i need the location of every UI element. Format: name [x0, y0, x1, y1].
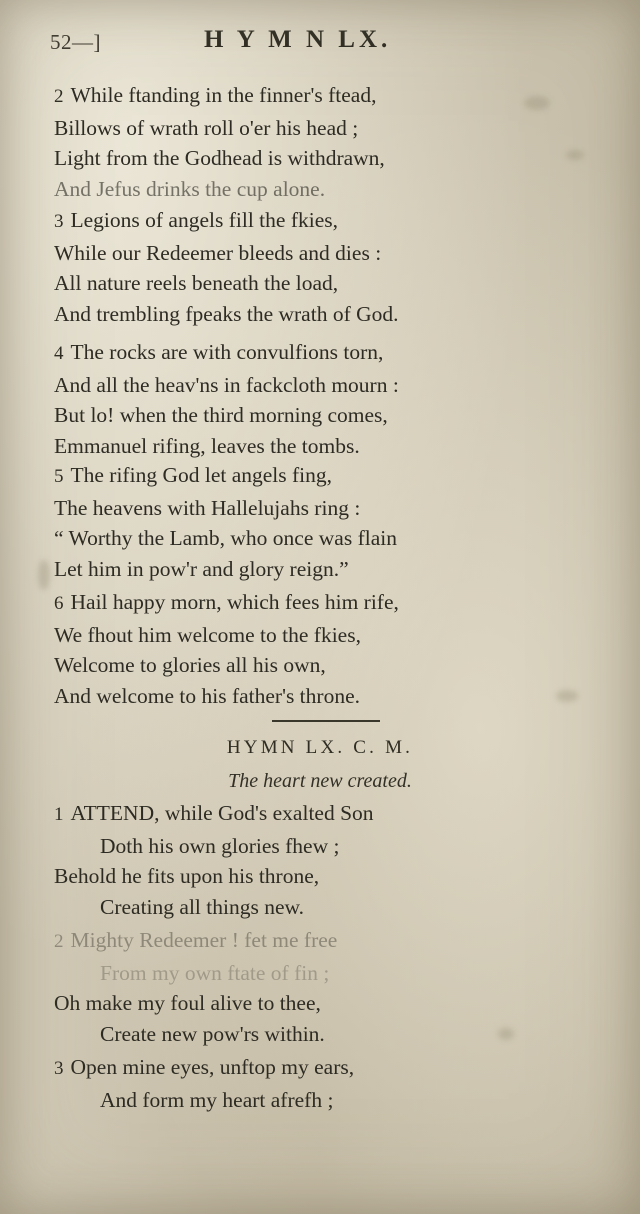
stanza-line: Oh make my foul alive to thee,: [54, 991, 321, 1015]
stanza-line: Let him in pow'r and glory reign.”: [54, 556, 349, 581]
verse-text: Hail happy morn, which fees him rife,: [70, 590, 399, 614]
stanza-line: Emmanuel rifing, leaves the tombs.: [54, 433, 360, 458]
stanza-3: [54, 205, 594, 329]
stanza-line: All nature reels beneath the load,: [54, 271, 339, 295]
stanza-line: Creating all things new.: [100, 894, 305, 919]
stanza-line: And Jefus drinks the cup alone.: [54, 176, 326, 201]
verse-text: The rocks are with convulfions torn,: [70, 340, 384, 364]
stanza-number: 4: [54, 343, 64, 364]
stanza-line: [54, 1052, 594, 1085]
verse-text: Legions of angels fill the fkies,: [70, 208, 338, 232]
verse-text: Mighty Redeemer ! fet me free: [70, 928, 338, 952]
stanza-line: [54, 798, 594, 831]
page-header: [50, 26, 594, 60]
paper-smudge: [38, 560, 50, 590]
stanza-line: And trembling fpeaks the wrath of God.: [54, 301, 399, 326]
stanza-line: [54, 587, 594, 620]
stanza-line: [54, 337, 594, 370]
stanza-number: 2: [54, 931, 64, 952]
stanza-1: [54, 798, 594, 922]
stanza-line: From my own ftate of fin ;: [100, 960, 330, 985]
stanza-number: 3: [54, 1058, 64, 1079]
stanza-line: [54, 460, 594, 493]
stanza-line: Billows of wrath roll o'er his head ;: [54, 115, 359, 140]
stanza-2b: [54, 925, 594, 1049]
stanza-line: The heavens with Hallelujahs ring :: [54, 495, 361, 520]
stanza-number: 3: [54, 211, 64, 232]
stanza-line: While our Redeemer bleeds and dies :: [54, 240, 382, 265]
running-head: H Y M N LX.: [204, 26, 392, 53]
page-number: 52—]: [50, 30, 101, 54]
stanza-number: 6: [54, 593, 64, 614]
stanza-line: We fhout him welcome to the fkies,: [54, 622, 361, 647]
verse-text: While ftanding in the finner's ftead,: [70, 83, 377, 107]
stanza-line: “ Worthy the Lamb, who once was flain: [54, 526, 397, 550]
stanza-line: Create new pow'rs within.: [100, 1021, 325, 1046]
stanza-2: [54, 80, 594, 204]
verse-text: ATTEND, while God's exalted Son: [70, 801, 374, 825]
section-divider: [272, 720, 380, 722]
hymn-subtitle: The heart new created.: [228, 770, 412, 792]
stanza-line: And all the heav'ns in fackcloth mourn :: [54, 372, 399, 397]
stanza-number: 1: [54, 804, 64, 825]
stanza-line: [54, 205, 594, 238]
stanza-line: Doth his own glories fhew ;: [100, 833, 340, 858]
stanza-line: Light from the Godhead is withdrawn,: [54, 146, 385, 170]
hymn-title: HYMN LX. C. M.: [226, 737, 414, 758]
verse-text: The rifing God let angels fing,: [70, 463, 333, 487]
stanza-line: [54, 80, 594, 113]
stanza-line: But lo! when the third morning comes,: [54, 403, 388, 427]
stanza-line: Behold he fits upon his throne,: [54, 864, 320, 888]
stanza-line: And form my heart afrefh ;: [100, 1087, 334, 1112]
stanza-line: [54, 925, 594, 958]
verse-text: Open mine eyes, unftop my ears,: [70, 1055, 355, 1079]
stanza-number: 5: [54, 466, 64, 487]
stanza-5: [54, 460, 594, 584]
stanza-6: [54, 587, 594, 711]
stanza-line: Welcome to glories all his own,: [54, 653, 326, 677]
stanza-4: [54, 337, 594, 461]
stanza-line: And welcome to his father's throne.: [54, 683, 360, 708]
stanza-3b: [54, 1052, 594, 1115]
stanza-number: 2: [54, 86, 64, 107]
